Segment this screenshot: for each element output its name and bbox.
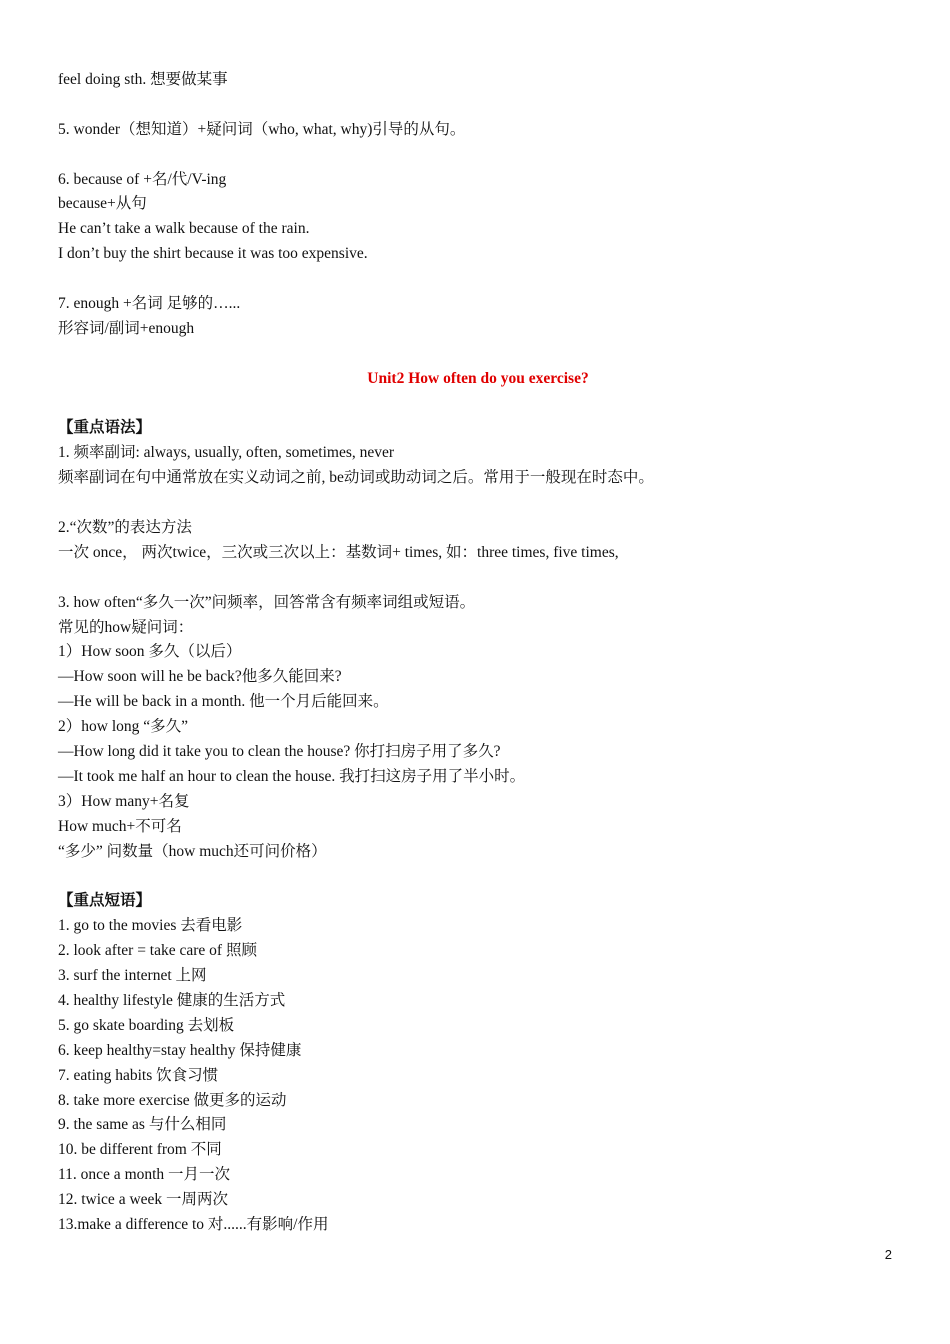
grammar-line: —How long did it take you to clean the house? 你打扫房子用了多久? [58,743,501,761]
text-line: 7. enough +名词 足够的…... [58,295,241,313]
grammar-line: 2）how long “多久” [58,718,189,736]
unit-title: Unit2 How often do you exercise? [367,369,589,387]
spacer [58,93,898,118]
phrase-item: 12. twice a week 一周两次 [58,1191,229,1209]
grammar-line: 3）How many+名复 [58,792,190,810]
phrase-item: 13.make a difference to 对......有影响/作用 [58,1215,329,1233]
spacer [58,267,898,292]
grammar-line: —He will be back in a month. 他一个月后能回来。 [58,693,389,711]
spacer [58,342,898,367]
grammar-line: 1. 频率副词: always, usually, often, sometimes, never [58,444,395,462]
phrase-item: 4. healthy lifestyle 健康的生活方式 [58,991,286,1009]
text-line: because+从句 [58,195,147,213]
grammar-line: 频率副词在句中通常放在实义动词之前, be动词或助动词之后。常用于一般现在时态中。 [58,469,654,487]
text-line: feel doing sth. 想要做某事 [58,71,228,88]
grammar-line: 常见的how疑问词： [58,618,194,636]
grammar-line: How much+不可名 [58,817,182,835]
phrases-title: 【重点短语】 [58,892,152,910]
phrase-item: 6. keep healthy=stay healthy 保持健康 [58,1041,302,1059]
grammar-title: 【重点语法】 [58,419,152,437]
phrase-item: 11. once a month 一月一次 [58,1166,231,1184]
spacer [58,491,898,516]
page-content [58,68,898,1238]
spacer [58,143,898,168]
text-line: 6. because of +名/代/V-ing [58,170,227,188]
spacer [58,865,898,890]
text-line: He can’t take a walk because of the rain. [58,220,310,238]
intro-section [58,68,898,367]
phrase-item: 7. eating habits 饮食习惯 [58,1066,219,1084]
page-number: 2 [884,1247,892,1262]
spacer [58,566,898,591]
phrases-section [58,914,898,1238]
text-line: I don’t buy the shirt because it was too expensive. [58,245,368,263]
grammar-section [58,441,898,889]
phrase-item: 9. the same as 与什么相同 [58,1116,227,1134]
grammar-line: 2.“次数”的表达方法 [58,519,192,537]
phrase-item: 2. look after = take care of 照顾 [58,942,257,960]
text-line: 形容词/副词+enough [58,319,195,337]
phrase-item: 5. go skate boarding 去划板 [58,1016,235,1034]
spacer [58,392,898,417]
grammar-line: 1）How soon 多久（以后） [58,643,242,661]
grammar-line: 3. how often“多久一次”问频率，回答常含有频率词组或短语。 [58,593,476,611]
phrase-item: 1. go to the movies 去看电影 [58,917,243,935]
phrase-item: 8. take more exercise 做更多的运动 [58,1091,287,1109]
phrase-item: 10. be different from 不同 [58,1141,222,1159]
grammar-line: —How soon will he be back?他多久能回来? [58,668,342,686]
grammar-line: “多少” 问数量（how much还可问价格） [58,842,327,860]
grammar-line: —It took me half an hour to clean the house. 我打扫这房子用了半小时。 [58,767,526,785]
text-line: 5. wonder（想知道）+疑问词（who, what, why)引导的从句。 [58,120,466,138]
grammar-line: 一次 once， 两次twice，三次或三次以上：基数词+ times, 如：three times, five times, [58,543,619,561]
phrase-item: 3. surf the internet 上网 [58,967,207,985]
